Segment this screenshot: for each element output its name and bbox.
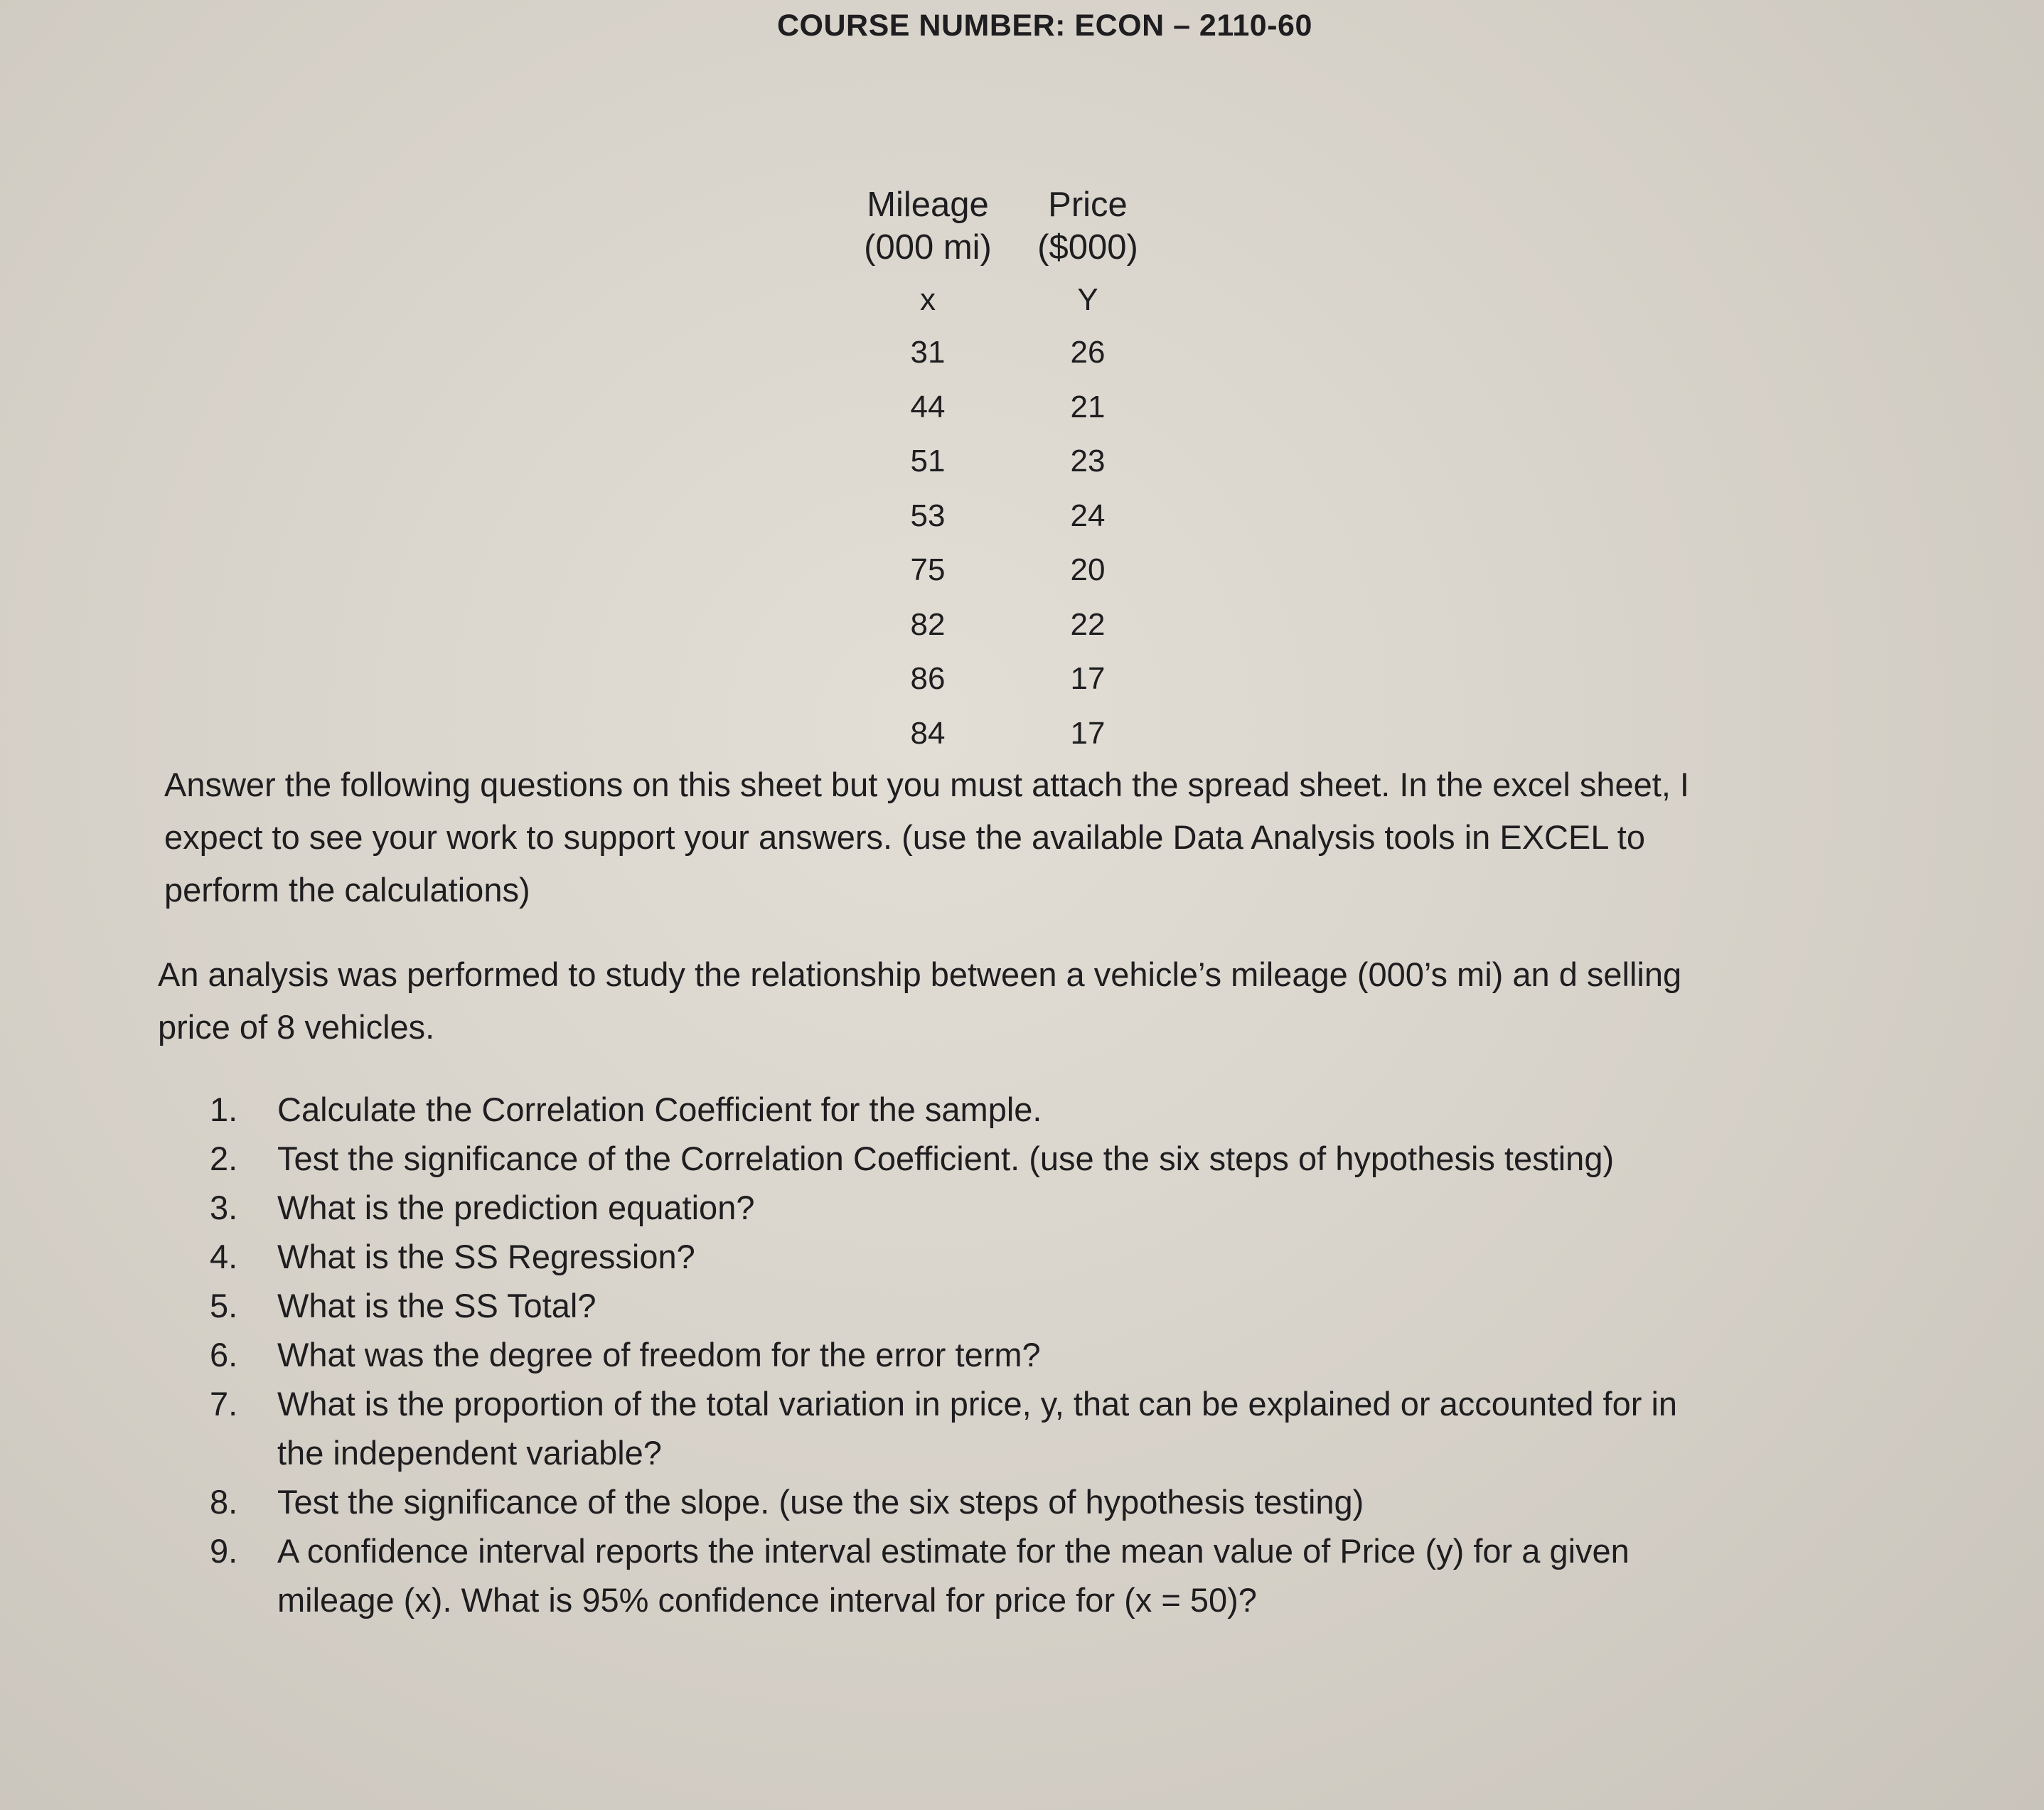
course-number: COURSE NUMBER: ECON – 2110-60 [777, 9, 1312, 43]
y-value: 21 [1070, 389, 1106, 424]
y-value: 20 [1070, 552, 1106, 588]
instructions-line: Answer the following questions on this sheet but you must attach the spread sheet. In the excel sheet, I [164, 766, 1689, 803]
question-number: 3. [210, 1189, 238, 1226]
table-row [839, 707, 1166, 761]
x-header-label: Mileage [867, 186, 989, 224]
y-value: 22 [1070, 606, 1106, 642]
question-number: 1. [210, 1091, 238, 1128]
question-text: What is the SS Total? [277, 1287, 596, 1324]
y-header-unit: ($000) [1037, 228, 1138, 267]
question-text: Calculate the Correlation Coefficient for the sample. [277, 1091, 1042, 1128]
intro-paragraph [158, 948, 1681, 1054]
instructions-line: perform the calculations) [164, 871, 530, 909]
y-symbol: Y [1077, 282, 1098, 317]
question-number: 9. [210, 1532, 238, 1570]
question-list [210, 1085, 1930, 1624]
instructions-line: expect to see your work to support your answers. (use the available Data Analysis tools in EXCEL to [164, 818, 1645, 856]
x-value: 31 [910, 335, 946, 370]
y-value: 17 [1070, 661, 1106, 697]
list-item [210, 1330, 1930, 1379]
list-item [210, 1183, 1930, 1232]
table-header-row-1 [839, 183, 1166, 226]
x-symbol: x [920, 282, 936, 317]
list-item [210, 1379, 1930, 1477]
x-value: 84 [910, 715, 946, 751]
table-row [839, 380, 1166, 435]
question-text-continued: the independent variable? [277, 1434, 662, 1472]
x-value: 86 [910, 661, 946, 697]
list-item [210, 1134, 1930, 1183]
question-text: What was the degree of freedom for the error term? [277, 1336, 1041, 1373]
question-text: What is the proportion of the total variation in price, y, that can be explained or accounted for in [277, 1385, 1678, 1423]
x-value: 44 [910, 389, 946, 424]
x-value: 75 [910, 552, 946, 588]
question-number: 6. [210, 1336, 238, 1373]
list-item [210, 1477, 1930, 1526]
question-text: A confidence interval reports the interval estimate for the mean value of Price (y) for a given [277, 1532, 1630, 1570]
list-item [210, 1085, 1930, 1134]
table-row [839, 434, 1166, 489]
table-row [839, 543, 1166, 598]
question-number: 8. [210, 1483, 238, 1521]
instructions-paragraph [164, 759, 1689, 916]
question-number: 5. [210, 1287, 238, 1324]
table-row [839, 652, 1166, 707]
data-table [839, 183, 1166, 761]
table-row [839, 598, 1166, 653]
list-item [210, 1526, 1930, 1624]
question-text: What is the SS Regression? [277, 1238, 695, 1275]
intro-line: price of 8 vehicles. [158, 1008, 435, 1046]
list-item [210, 1232, 1930, 1281]
x-header-unit: (000 mi) [864, 228, 992, 267]
list-item [210, 1281, 1930, 1330]
table-row [839, 489, 1166, 544]
question-text: Test the significance of the slope. (use the six steps of hypothesis testing) [277, 1483, 1364, 1521]
question-number: 7. [210, 1385, 238, 1423]
y-header-label: Price [1048, 186, 1128, 224]
table-row [839, 326, 1166, 380]
question-text: Test the significance of the Correlation Coefficient. (use the six steps of hypothesis testing) [277, 1140, 1615, 1177]
y-value: 23 [1070, 444, 1106, 479]
y-value: 17 [1070, 715, 1106, 751]
question-number: 4. [210, 1238, 238, 1275]
x-value: 51 [910, 444, 946, 479]
question-text: What is the prediction equation? [277, 1189, 755, 1226]
x-value: 53 [910, 498, 946, 533]
question-text-continued: mileage (x). What is 95% confidence interval for price for (x = 50)? [277, 1581, 1257, 1619]
question-number: 2. [210, 1140, 238, 1177]
y-value: 24 [1070, 498, 1106, 533]
table-header-row-2 [839, 226, 1166, 269]
y-value: 26 [1070, 335, 1106, 370]
x-value: 82 [910, 606, 946, 642]
intro-line: An analysis was performed to study the relationship between a vehicle’s mileage (000’s mi) an d selling [158, 955, 1682, 993]
table-symbol-row [839, 274, 1166, 326]
